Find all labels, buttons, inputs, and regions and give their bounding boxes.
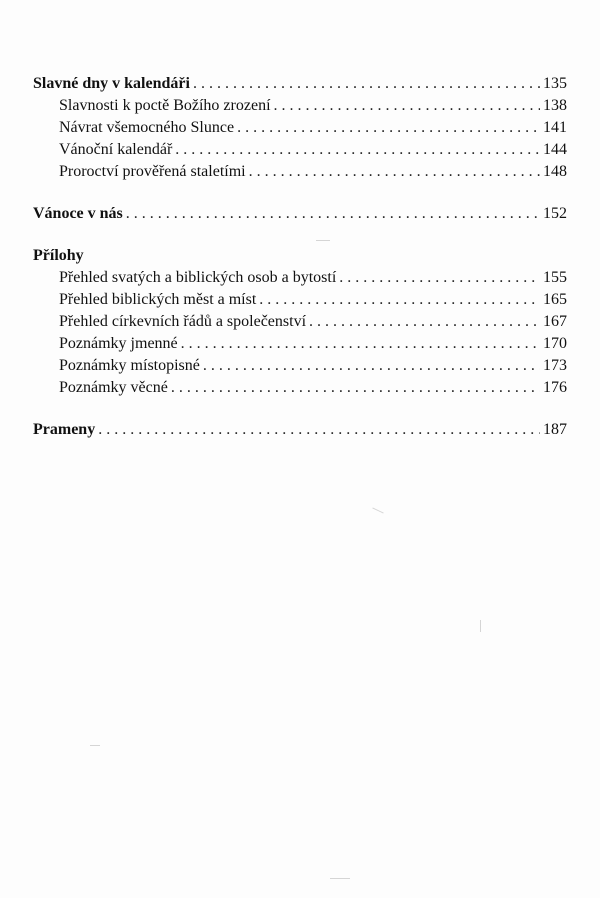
dot-leader [339,267,540,289]
dot-leader [203,355,540,377]
toc-entry-title: Poznámky jmenné [59,335,178,352]
toc-heading-title: Vánoce v nás [33,205,123,222]
dot-leader [309,311,540,333]
dot-leader [193,73,540,95]
toc-page-number: 148 [543,163,567,180]
scan-mark [90,745,100,746]
section-spacer [33,399,567,419]
toc-page-number: 176 [543,379,567,396]
toc-page-number: 144 [543,141,567,158]
toc-entry-title: Poznámky věcné [59,379,168,396]
scan-mark [372,508,383,514]
toc-entry[interactable] [33,311,567,333]
toc-entry[interactable] [33,139,567,161]
toc-page-number: 155 [543,269,567,286]
toc-entry-title: Přehled biblických měst a míst [59,291,257,308]
scan-mark [330,878,350,879]
scan-mark [480,620,481,632]
dot-leader [249,161,540,183]
toc-entry-title: Přehled svatých a biblických osob a bytostí [59,269,337,286]
dot-leader [171,377,540,399]
section-spacer [33,225,567,245]
toc-entry[interactable] [33,117,567,139]
toc-heading-title: Prameny [33,421,96,438]
table-of-contents [33,73,567,441]
toc-entry-title: Proroctví prověřená staletími [59,163,246,180]
toc-heading-prilohy [33,245,567,267]
toc-entry[interactable] [33,333,567,355]
toc-entry-title: Poznámky místopisné [59,357,200,374]
toc-entry[interactable] [33,161,567,183]
toc-page-number: 138 [543,97,567,114]
dot-leader [237,117,540,139]
toc-heading-title: Slavné dny v kalendáři [33,75,190,92]
toc-page-number: 152 [543,205,567,222]
toc-heading-vanoce-v-nas[interactable] [33,203,567,225]
toc-entry-title: Přehled církevních řádů a společenství [59,313,307,330]
toc-entry[interactable] [33,355,567,377]
dot-leader [181,333,540,355]
toc-entry[interactable] [33,267,567,289]
toc-page-number: 167 [543,313,567,330]
toc-page-number: 170 [543,335,567,352]
toc-page-number: 141 [543,119,567,136]
scan-mark [316,240,330,241]
toc-entry-title: Slavnosti k poctě Božího zrození [59,97,271,114]
toc-entry[interactable] [33,289,567,311]
toc-page-number: 165 [543,291,567,308]
toc-page-number: 187 [543,421,567,438]
dot-leader [126,203,540,225]
toc-entry[interactable] [33,377,567,399]
section-spacer [33,183,567,203]
toc-heading-prameny[interactable] [33,419,567,441]
dot-leader [274,95,540,117]
toc-entry-title: Vánoční kalendář [59,141,173,158]
toc-page-number: 173 [543,357,567,374]
dot-leader [175,139,540,161]
toc-page-number: 135 [543,75,567,92]
toc-entry[interactable] [33,95,567,117]
toc-entry-title: Návrat všemocného Slunce [59,119,235,136]
dot-leader [259,289,540,311]
toc-heading-slavne-dny[interactable] [33,73,567,95]
toc-heading-title: Přílohy [33,247,84,264]
dot-leader [98,419,540,441]
